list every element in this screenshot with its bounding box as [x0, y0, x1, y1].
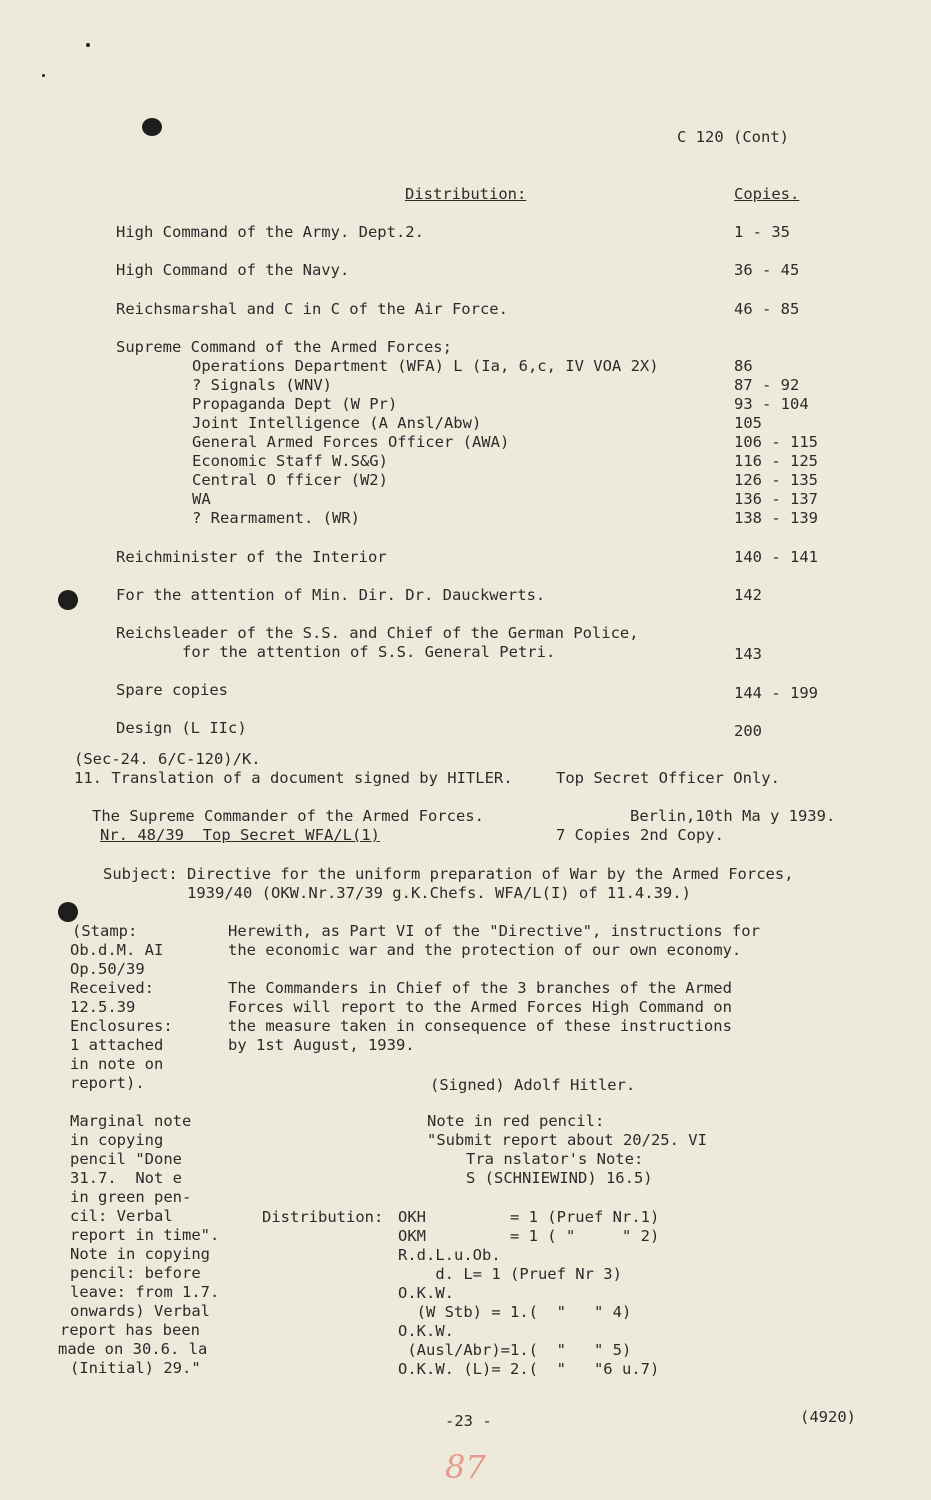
stamp-line: (Stamp: [72, 922, 138, 940]
reference-number: Nr. 48/39 Top Secret WFA/L(1) [100, 826, 380, 844]
final-distribution-line: OKH = 1 (Pruef Nr.1) [398, 1208, 660, 1226]
final-distribution-line: O.K.W. [398, 1322, 454, 1340]
copy-count: 7 Copies 2nd Copy. [556, 826, 724, 844]
body-line: Herewith, as Part VI of the "Directive", instructions for [228, 922, 760, 940]
red-note-line: Tra nslator's Note: [466, 1150, 644, 1168]
classification: Top Secret Officer Only. [556, 769, 780, 787]
distribution-copies: 86 [734, 357, 753, 375]
distribution-entry: ? Rearmament. (WR) [192, 509, 360, 527]
issuer: The Supreme Commander of the Armed Forces. [92, 807, 484, 825]
stamp-line: 1 attached [70, 1036, 164, 1054]
distribution-entry: Propaganda Dept (W Pr) [192, 395, 398, 413]
stamp-line: Received: [70, 979, 154, 997]
distribution-entry: Operations Department (WFA) L (Ia, 6,c, IV VOA 2X) [192, 357, 659, 375]
distribution-copies: 142 [734, 586, 762, 604]
item-heading: 11. Translation of a document signed by HITLER. [74, 769, 513, 787]
marginal-note-line: made on 30.6. la [58, 1340, 208, 1358]
distribution-entry: Supreme Command of the Armed Forces; [116, 338, 452, 356]
marginal-note-line: pencil: before [70, 1264, 201, 1282]
stamp-line: Op.50/39 [70, 960, 145, 978]
place-date: Berlin,10th Ma y 1939. [630, 807, 836, 825]
distribution-entry: for the attention of S.S. General Petri. [182, 643, 556, 661]
distribution-entry: Central O fficer (W2) [192, 471, 388, 489]
distribution-entry: ? Signals (WNV) [192, 376, 332, 394]
distribution-copies: 46 - 85 [734, 300, 800, 318]
distribution-copies: 105 [734, 414, 762, 432]
handwritten-page-number: 87 [445, 1448, 486, 1486]
distribution-copies: 140 - 141 [734, 548, 818, 566]
distribution-entry: For the attention of Min. Dir. Dr. Dauckwerts. [116, 586, 546, 604]
distribution-copies: 200 [734, 722, 762, 740]
marginal-note-line: leave: from 1.7. [70, 1283, 220, 1301]
ink-mark [86, 43, 90, 47]
distribution-entry: High Command of the Army. Dept.2. [116, 223, 424, 241]
marginal-note-line: report in time". [70, 1226, 220, 1244]
punch-hole [58, 590, 78, 610]
final-distribution-line: O.K.W. (L)= 2.( " "6 u.7) [398, 1360, 660, 1378]
distribution-entry: Design (L IIc) [116, 719, 247, 737]
marginal-note-line: Note in copying [70, 1245, 210, 1263]
distribution-copies: 138 - 139 [734, 509, 818, 527]
signature: (Signed) Adolf Hitler. [430, 1076, 636, 1094]
stamp-line: Enclosures: [70, 1017, 173, 1035]
distribution-heading: Distribution: [405, 185, 527, 203]
marginal-note-line: Marginal note [70, 1112, 192, 1130]
distribution-copies: 143 [734, 645, 762, 663]
final-distribution-line: O.K.W. [398, 1284, 454, 1302]
distribution-entry: Reichminister of the Interior [116, 548, 387, 566]
body-line: Forces will report to the Armed Forces High Command on [228, 998, 732, 1016]
distribution-entry: Joint Intelligence (A Ansl/Abw) [192, 414, 482, 432]
distribution-entry: Reichsmarshal and C in C of the Air Force. [116, 300, 508, 318]
marginal-note-line: pencil "Done [70, 1150, 182, 1168]
red-note-line: Note in red pencil: [427, 1112, 605, 1130]
copies-heading: Copies. [734, 185, 800, 203]
subject-line: 1939/40 (OKW.Nr.37/39 g.K.Chefs. WFA/L(I) of 11.4.39.) [187, 884, 691, 902]
marginal-note-line: in green pen- [70, 1188, 192, 1206]
distribution-copies: 93 - 104 [734, 395, 809, 413]
marginal-note-line: report has been [60, 1321, 200, 1339]
body-line: the economic war and the protection of our own economy. [228, 941, 742, 959]
body-line: The Commanders in Chief of the 3 branches of the Armed [228, 979, 732, 997]
distribution-copies: 1 - 35 [734, 223, 790, 241]
section-reference: (Sec-24. 6/C-120)/K. [74, 750, 261, 768]
marginal-note-line: onwards) Verbal [70, 1302, 210, 1320]
marginal-note-line: (Initial) 29." [70, 1359, 201, 1377]
marginal-note-line: 31.7. Not e [70, 1169, 182, 1187]
subject-line: Subject: Directive for the uniform preparation of War by the Armed Forces, [103, 865, 794, 883]
red-note-line: S (SCHNIEWIND) 16.5) [466, 1169, 653, 1187]
distribution-entry: Spare copies [116, 681, 228, 699]
distribution-copies: 36 - 45 [734, 261, 800, 279]
distribution-copies: 106 - 115 [734, 433, 818, 451]
final-distribution-line: OKM = 1 ( " " 2) [398, 1227, 660, 1245]
stamp-line: 12.5.39 [70, 998, 136, 1016]
body-line: by 1st August, 1939. [228, 1036, 415, 1054]
distribution-entry: WA [192, 490, 211, 508]
body-line: the measure taken in consequence of these instructions [228, 1017, 732, 1035]
stamp-line: report). [70, 1074, 145, 1092]
distribution-entry: Economic Staff W.S&G) [192, 452, 388, 470]
distribution-copies: 126 - 135 [734, 471, 818, 489]
final-distribution-line: (W Stb) = 1.( " " 4) [398, 1303, 632, 1321]
final-distribution-label: Distribution: [262, 1208, 384, 1226]
marginal-note-line: cil: Verbal [70, 1207, 173, 1225]
distribution-entry: General Armed Forces Officer (AWA) [192, 433, 510, 451]
distribution-entry: High Command of the Navy. [116, 261, 350, 279]
ink-mark [42, 74, 45, 77]
distribution-copies: 116 - 125 [734, 452, 818, 470]
distribution-entry: Reichsleader of the S.S. and Chief of the German Police, [116, 624, 639, 642]
final-distribution-line: (Ausl/Abr)=1.( " " 5) [398, 1341, 632, 1359]
red-note-line: "Submit report about 20/25. VI [427, 1131, 707, 1149]
stamp-line: Ob.d.M. AI [70, 941, 164, 959]
marginal-note-line: in copying [70, 1131, 164, 1149]
final-distribution-line: d. L= 1 (Pruef Nr 3) [398, 1265, 622, 1283]
document-code: (4920) [800, 1408, 856, 1426]
punch-hole [142, 118, 162, 136]
punch-hole [58, 902, 78, 922]
page-number: -23 - [445, 1412, 492, 1430]
distribution-copies: 136 - 137 [734, 490, 818, 508]
stamp-line: in note on [70, 1055, 164, 1073]
document-reference: C 120 (Cont) [677, 128, 789, 146]
final-distribution-line: R.d.L.u.Ob. [398, 1246, 501, 1264]
distribution-copies: 87 - 92 [734, 376, 800, 394]
distribution-copies: 144 - 199 [734, 684, 818, 702]
